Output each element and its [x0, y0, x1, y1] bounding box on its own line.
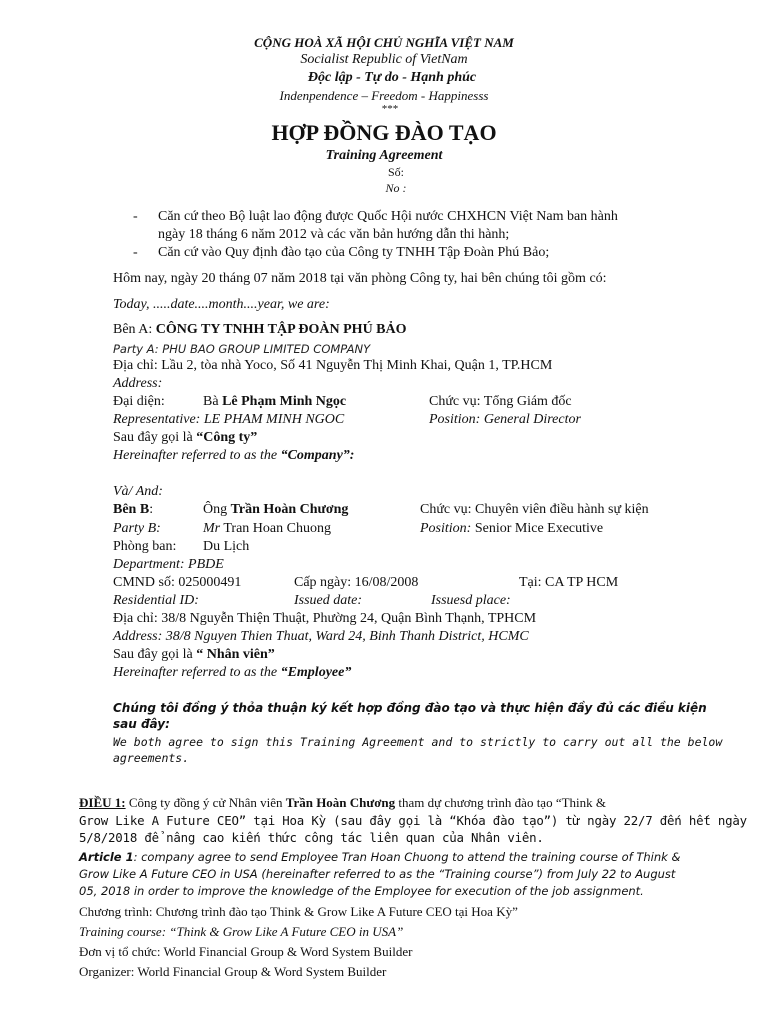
ref-prefix: Sau đây gọi là — [113, 430, 197, 445]
today-en: Today, .....date....month....year, we are: — [113, 297, 330, 312]
document-title: HỢP ĐỒNG ĐÀO TẠO — [271, 120, 497, 145]
party-a-rep-en: Representative: LE PHAM MINH NGOC — [113, 412, 345, 427]
party-b-dept: Du Lịch — [203, 539, 250, 554]
party-a-rep-title: Bà — [203, 394, 223, 409]
party-a-address-vn: Địa chỉ: Lầu 2, tòa nhà Yoco, Số 41 Nguyễn Thị Minh Khai, Quận 1, TP.HCM — [113, 358, 553, 373]
party-b-issue-place: Tại: CA TP HCM — [519, 575, 619, 590]
article-1-text-c: tham dự chương trình đào tạo “Think & — [395, 795, 607, 810]
party-a-rep — [203, 394, 346, 410]
article-1-text-a: Công ty đồng ý cử Nhân viên — [125, 795, 286, 810]
party-a-position-vn: Chức vụ: Tổng Giám đốc — [429, 394, 572, 409]
party-a-label: Bên A: — [113, 322, 156, 337]
position-label-en: Position: — [420, 521, 472, 536]
ref-employee-en: “Employee” — [280, 665, 352, 680]
basis-line-2: ngày 18 tháng 6 năm 2012 và các văn bản hướng dẫn thi hành; — [158, 227, 510, 242]
article-1-en-text: : company agree to send Employee Tran Hoan Chuong to attend the training course of Think & — [133, 850, 681, 864]
basis-line-3: Căn cứ vào Quy định đào tạo của Công ty TNHH Tập Đoàn Phú Bảo; — [158, 245, 550, 260]
program-en: Training course: “Think & Grow Like A Future CEO in USA” — [79, 924, 404, 939]
program-vn: Chương trình: Chương trình đào tạo Think & Grow Like A Future CEO tại Hoa Kỳ” — [79, 904, 518, 919]
ref-prefix: Sau đây gọi là — [113, 647, 197, 662]
party-a-position-en: Position: General Director — [429, 412, 581, 427]
article-1-en-line-1 — [79, 850, 680, 864]
ref-company-en: “Company”: — [280, 448, 355, 463]
bullet-dash: - — [133, 209, 138, 224]
article-1-label: ĐIỀU 1: — [79, 795, 126, 810]
agreement-en-2: agreements. — [113, 751, 190, 765]
party-b-position-vn: Chức vụ: Chuyên viên điều hành sự kiện — [420, 502, 649, 517]
party-b-issue-date-en: Issued date: — [294, 593, 363, 608]
party-b-label-text: Bên B — [113, 502, 150, 517]
party-b-id-en: Residential ID: — [113, 593, 199, 608]
party-b-address-en: Address: 38/8 Nguyen Thien Thuat, Ward 24, Binh Thanh District, HCMC — [113, 629, 529, 644]
party-b-issue-date: Cấp ngày: 16/08/2008 — [294, 575, 419, 590]
party-b-ref-en — [113, 665, 351, 681]
document-number-vn: Số: — [387, 165, 404, 179]
party-a-ref-vn — [113, 430, 257, 446]
agreement-en-1: We both agree to sign this Training Agreement and to strictly to carry out all the below — [113, 735, 723, 749]
article-1-vn-line-2: Grow Like A Future CEO” tại Hoa Kỳ (sau đây gọi là “Khóa đào tạo”) từ ngày 22/7 đến hết ngày — [79, 813, 747, 828]
article-1-en-label: Article 1 — [79, 850, 134, 864]
article-1-en-line-2: Grow Like A Future CEO in USA (hereinafter referred to as the “Training course”) from July 22 to August — [79, 867, 676, 881]
party-b-name-en-text: Tran Hoan Chuong — [220, 521, 331, 536]
article-1-vn-line-3: 5/8/2018 để nâng cao kiến thức công tác liên quan của Nhân viên. — [79, 830, 544, 845]
party-b-dept-en: Department: PBDE — [113, 557, 224, 572]
party-b-label-en: Party B: — [113, 521, 161, 536]
party-b-id: CMND số: 025000491 — [113, 575, 242, 590]
party-b-label — [113, 502, 153, 518]
stars-divider: *** — [381, 103, 399, 115]
mr-prefix: Mr — [203, 521, 221, 536]
article-1-vn-line-1 — [79, 795, 606, 811]
position-value-en: Senior Mice Executive — [471, 521, 604, 536]
party-b-position-en — [420, 521, 603, 537]
party-a-heading — [113, 322, 407, 338]
ref-company: “Công ty” — [196, 430, 258, 445]
party-b-dept-label: Phòng ban: — [113, 539, 177, 554]
motto-en: Indenpendence – Freedom - Happinesss — [279, 88, 489, 103]
country-name-en: Socialist Republic of VietNam — [300, 52, 468, 67]
party-b-name-en — [203, 521, 331, 537]
document-number-en: No : — [385, 181, 407, 195]
basis-line-1: Căn cứ theo Bộ luật lao động được Quốc Hội nước CHXHCN Việt Nam ban hành — [158, 209, 618, 224]
motto-vn: Độc lập - Tự do - Hạnh phúc — [307, 70, 477, 85]
article-1-employee-name: Trần Hoàn Chương — [285, 795, 396, 810]
party-b-address-vn: Địa chỉ: 38/8 Nguyễn Thiện Thuật, Phường 24, Quận Bình Thạnh, TPHCM — [113, 611, 537, 626]
agreement-vn-1: Chúng tôi đồng ý thỏa thuận ký kết hợp đồng đào tạo và thực hiện đầy đủ các điều kiện — [113, 701, 707, 715]
ref-prefix-en: Hereinafter referred to as the — [113, 448, 281, 463]
party-b-name — [203, 502, 348, 518]
party-a-name: CÔNG TY TNHH TẬP ĐOÀN PHÚ BẢO — [155, 322, 407, 337]
country-name-vn: CỘNG HOÀ XÃ HỘI CHỦ NGHĨA VIỆT NAM — [254, 35, 514, 50]
organizer-vn: Đơn vị tổ chức: World Financial Group & Word System Builder — [79, 944, 413, 959]
ref-employee: “ Nhân viên” — [196, 647, 275, 662]
ref-prefix-en: Hereinafter referred to as the — [113, 665, 281, 680]
today-vn: Hôm nay, ngày 20 tháng 07 năm 2018 tại văn phòng Công ty, hai bên chúng tôi gồm có: — [113, 271, 607, 286]
colon: : — [149, 502, 154, 517]
party-a-rep-label: Đại diện: — [113, 394, 165, 409]
party-a-rep-name: Lê Phạm Minh Ngọc — [222, 394, 347, 409]
party-a-ref-en — [113, 448, 354, 464]
party-a-en: Party A: PHU BAO GROUP LIMITED COMPANY — [113, 342, 371, 356]
party-b-issue-place-en: Issuesd place: — [431, 593, 511, 608]
document-title-en: Training Agreement — [325, 148, 443, 163]
party-b-name-text: Trần Hoàn Chương — [230, 502, 349, 517]
party-b-title: Ông — [203, 502, 231, 517]
article-1-en-line-3: 05, 2018 in order to improve the knowledge of the Employee for execution of the job assignment. — [79, 884, 644, 898]
party-b-ref-vn — [113, 647, 275, 663]
party-a-address-en: Address: — [113, 376, 163, 391]
and-separator: Và/ And: — [113, 484, 163, 499]
bullet-dash: - — [133, 245, 138, 260]
organizer-en: Organizer: World Financial Group & Word System Builder — [79, 964, 387, 979]
agreement-vn-2: sau đây: — [113, 717, 170, 731]
